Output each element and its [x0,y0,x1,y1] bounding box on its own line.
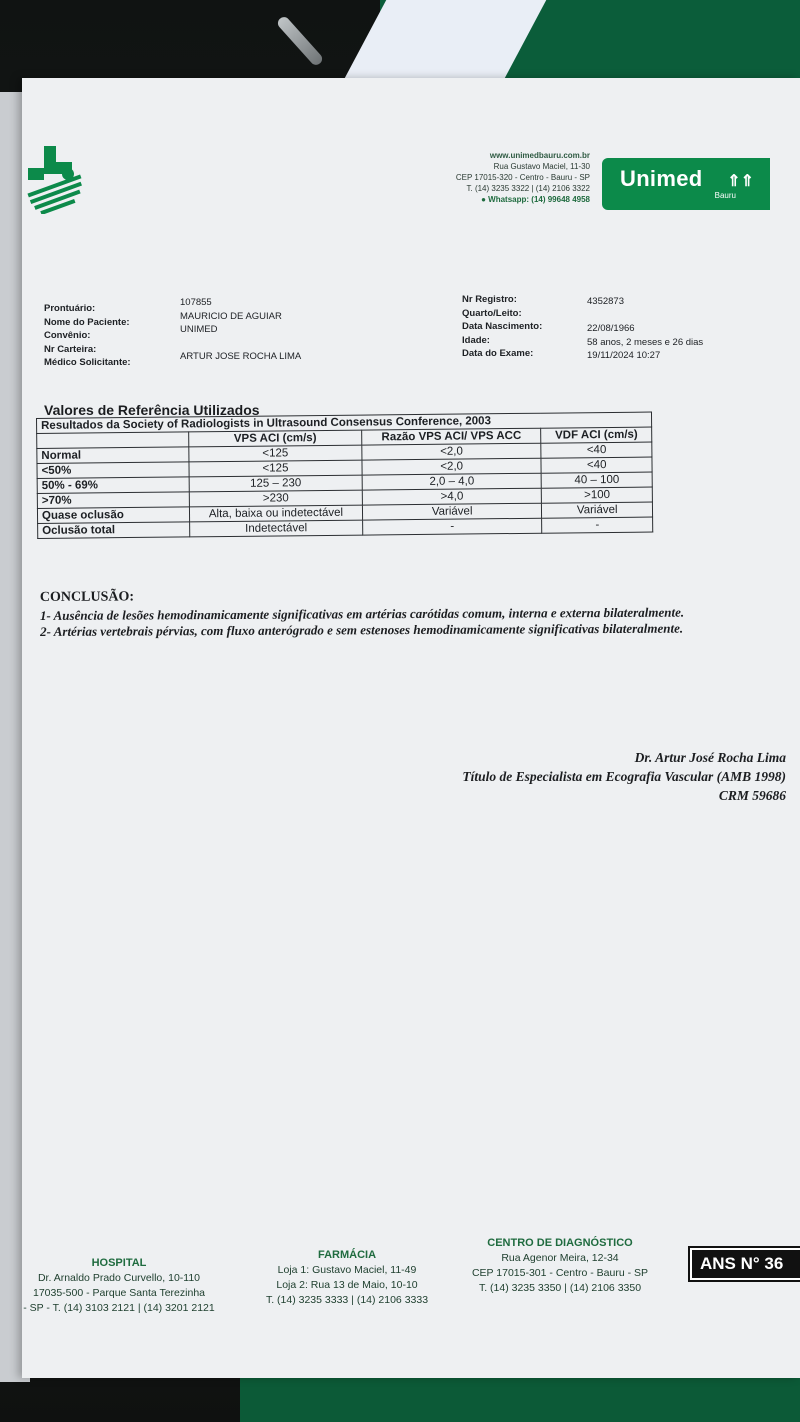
doctor-name: Dr. Artur José Rocha Lima [634,750,786,765]
value-medico-solicitante: ARTUR JOSE ROCHA LIMA [180,351,302,362]
cell-vdf: 40 – 100 [541,472,652,488]
label-medico-solicitante: Médico Solicitante: [44,357,131,368]
label-nr-carteira: Nr Carteira: [44,343,97,355]
cell-vdf: <40 [541,442,652,458]
footer-diagnostico [460,1236,660,1296]
patient-labels-right [462,293,572,361]
unimed-logo-icon [26,144,88,214]
conclusion-item-1: 1- Ausência de lesões hemodinamicamente significativas em artérias carótidas comum, interna e externa bilateralmente. [39,604,685,623]
cell-vps: Alta, baixa ou indetectável [189,505,362,522]
cell-ratio: <2,0 [362,443,542,460]
footer-hospital-title: HOSPITAL [91,1257,147,1269]
patient-labels-left [44,302,174,370]
footer-hospital-line: - SP - T. (14) 3103 2121 | (14) 3201 2121 [23,1302,215,1314]
signature-block [462,748,786,805]
cell-vdf: <40 [541,457,652,473]
footer-hospital-line: Dr. Arnaldo Prado Curvello, 10-110 [37,1272,201,1284]
footer-farmacia-title: FARMÁCIA [317,1249,377,1261]
conclusion-heading: CONCLUSÃO: [39,589,135,605]
conclusion-item-2: 2- Artérias vertebrais pérvias, com fluxo anterógrado e sem estenoses hemodinamicamente significativas bilateralmente. [40,620,684,639]
patient-values-left [180,296,380,364]
patient-values-right [587,295,787,363]
reference-table [36,412,653,539]
brand-name: Unimed [620,166,703,191]
label-data-exame: Data do Exame: [462,348,534,359]
doctor-title: Título de Especialista em Ecografia Vascular (AMB 1998) [462,769,786,784]
cell-vps: >230 [189,490,362,507]
row-category: 50% - 69% [37,477,189,494]
website-link[interactable]: www.unimedbauru.com.br [489,151,590,160]
footer-hospital [14,1256,224,1316]
footer-hospital-line: 17035-500 - Parque Santa Terezinha [32,1287,205,1299]
row-category: Oclusão total [38,522,190,539]
value-convenio: UNIMED [180,324,218,335]
cell-vps: <125 [189,445,362,462]
cell-ratio: - [362,518,542,535]
footer-farmacia-line: Loja 2: Rua 13 de Maio, 10-10 [276,1279,418,1291]
cell-ratio: >4,0 [362,488,542,505]
label-nr-registro: Nr Registro: [462,294,517,305]
value-nr-registro: 4352873 [587,296,624,307]
value-nr-carteira [180,337,380,351]
value-prontuario: 107855 [180,297,212,308]
footer-diagnostico-line: T. (14) 3235 3350 | (14) 2106 3350 [478,1282,642,1294]
label-quarto-leito: Quarto/Leito: [462,307,522,319]
doctor-crm: CRM 59686 [718,788,786,803]
whatsapp-line: ● Whatsapp: (14) 99648 4958 [481,195,590,204]
footer-diagnostico-title: CENTRO DE DIAGNÓSTICO [487,1237,633,1249]
label-prontuario: Prontuário: [44,303,96,314]
cell-vps: 125 – 230 [189,475,362,492]
reference-title: Valores de Referência Utilizados [44,402,260,418]
report-sheet [22,78,800,1378]
whatsapp-icon: ● [481,195,489,204]
column-header: VPS ACI (cm/s) [189,430,362,447]
value-data-exame: 19/11/2024 10:27 [587,350,661,361]
cell-ratio: 2,0 – 4,0 [362,473,542,490]
label-convenio: Convênio: [44,330,91,341]
phone-line: T. (14) 3235 3322 | (14) 2106 3322 [466,184,590,193]
footer-farmacia [252,1248,442,1308]
cell-ratio: Variável [362,503,542,520]
row-category: <50% [37,462,189,479]
cell-ratio: <2,0 [362,458,542,475]
cell-vdf: Variável [542,502,653,518]
label-idade: Idade: [462,334,490,346]
row-category: Quase oclusão [37,507,189,524]
brand-city: Bauru [714,191,736,200]
value-idade: 58 anos, 2 meses e 26 dias [587,336,704,348]
unimed-arrows-icon: ⇑⇑ [727,173,754,190]
footer-diagnostico-line: Rua Agenor Meira, 12-34 [501,1252,619,1264]
cell-vps: <125 [189,460,362,477]
ans-badge: ANS N° 36 [690,1248,800,1280]
value-nome-paciente: MAURICIO DE AGUIAR [180,310,282,322]
cell-vps: Indetectável [190,520,363,537]
footer-farmacia-line: T. (14) 3235 3333 | (14) 2106 3333 [265,1294,429,1306]
table-caption: Resultados da Society of Radiologists in Ultrasound Consensus Conference, 2003 [37,412,652,433]
cell-vdf: >100 [542,487,653,503]
address-line: Rua Gustavo Maciel, 11-30 [493,162,590,171]
label-data-nascimento: Data Nascimento: [462,321,543,332]
footer-farmacia-line: Loja 1: Gustavo Maciel, 11-49 [277,1264,417,1276]
contact-block [414,150,590,205]
value-data-nascimento: 22/08/1966 [587,323,635,334]
cell-vdf: - [542,517,653,533]
label-nome-paciente: Nome do Paciente: [44,316,130,328]
conclusion-section [40,586,792,640]
value-quarto-leito [587,309,787,323]
unimed-brand-badge [602,158,770,210]
footer-diagnostico-line: CEP 17015-301 - Centro - Bauru - SP [471,1267,649,1279]
row-category: >70% [37,492,189,509]
column-header [37,432,189,449]
column-header: Razão VPS ACI/ VPS ACC [362,428,542,445]
cep-line: CEP 17015-320 - Centro - Bauru - SP [455,173,590,182]
row-category: Normal [37,447,189,464]
column-header: VDF ACI (cm/s) [541,427,652,443]
